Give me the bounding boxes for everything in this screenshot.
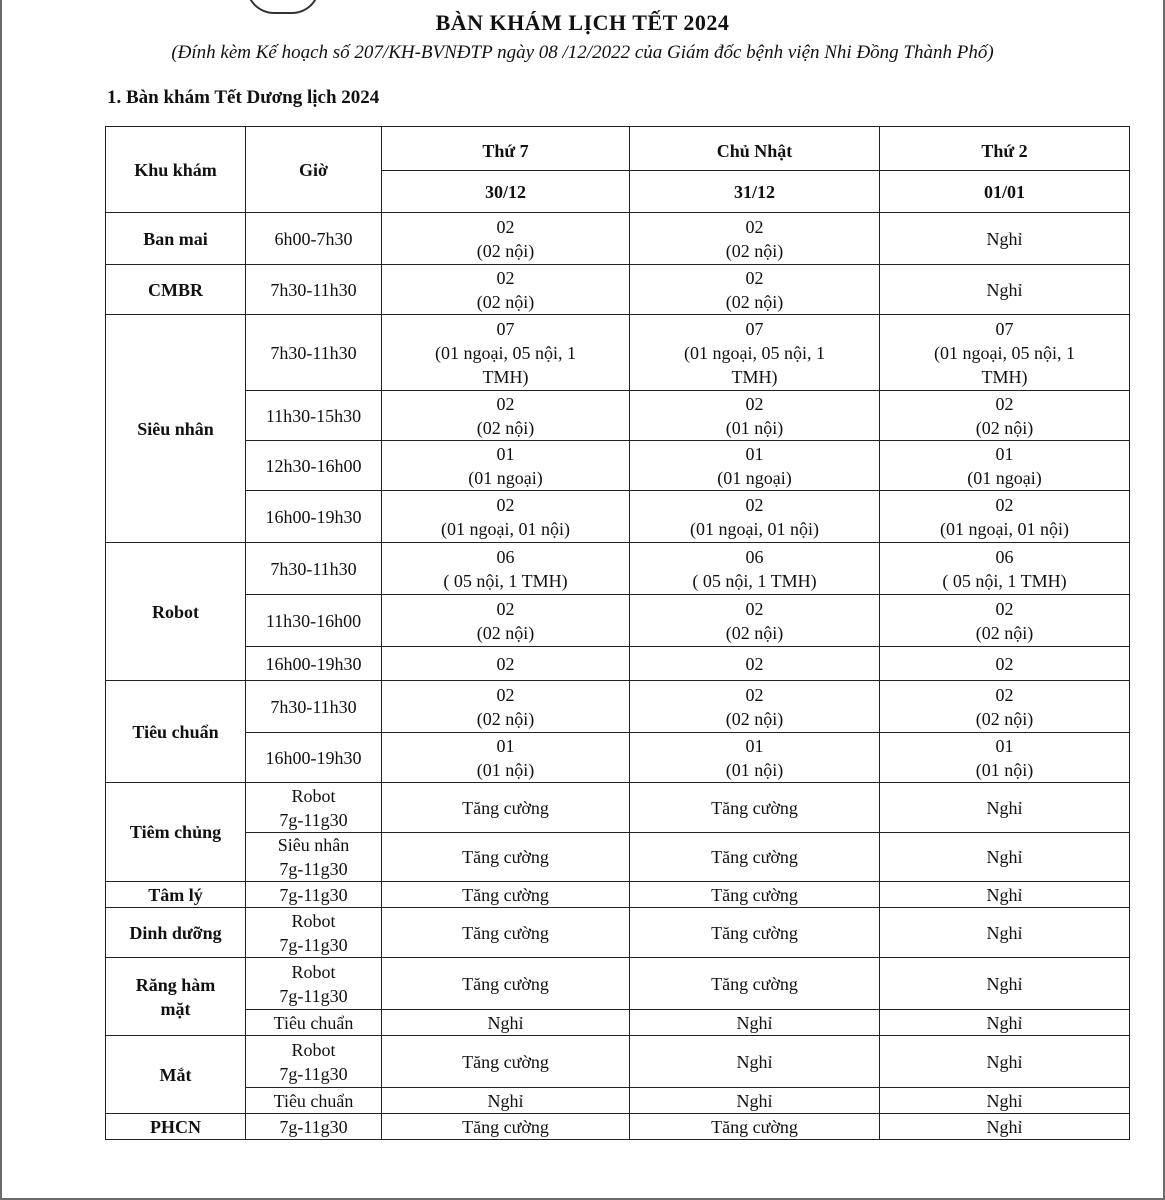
table-row [106, 783, 1130, 833]
table-row [106, 265, 1130, 315]
area-cell: Ban mai [106, 213, 246, 265]
header-day-date: 30/12 [382, 171, 630, 213]
schedule-cell: 07 (01 ngoại, 05 nội, 1 TMH) [630, 315, 880, 391]
schedule-cell: Nghỉ [880, 1010, 1130, 1036]
schedule-cell: Tăng cường [382, 783, 630, 833]
header-time: Giờ [246, 127, 382, 213]
schedule-cell: Nghỉ [880, 833, 1130, 882]
area-cell: PHCN [106, 1114, 246, 1140]
section-heading: 1. Bàn khám Tết Dương lịch 2024 [107, 87, 380, 108]
time-cell: 12h30-16h00 [246, 441, 382, 491]
schedule-cell: Nghỉ [630, 1010, 880, 1036]
table-row [106, 908, 1130, 958]
schedule-cell: 02 (02 nội) [880, 595, 1130, 647]
time-cell: 7h30-11h30 [246, 265, 382, 315]
table-row [106, 681, 1130, 733]
schedule-cell: Nghỉ [880, 265, 1130, 315]
schedule-cell: Tăng cường [630, 1114, 880, 1140]
area-cell: Tiêm chủng [106, 783, 246, 882]
time-cell: Robot 7g-11g30 [246, 908, 382, 958]
schedule-cell: Tăng cường [382, 908, 630, 958]
schedule-cell: 06 ( 05 nội, 1 TMH) [880, 543, 1130, 595]
schedule-cell: 02 (02 nội) [880, 681, 1130, 733]
schedule-cell: Nghỉ [880, 1088, 1130, 1114]
schedule-cell: Tăng cường [382, 1114, 630, 1140]
schedule-cell: 02 [382, 647, 630, 681]
header-day-name: Thứ 7 [382, 127, 630, 171]
table-row [106, 543, 1130, 595]
area-cell: CMBR [106, 265, 246, 315]
area-cell: Dinh dưỡng [106, 908, 246, 958]
schedule-cell: 01 (01 ngoại) [630, 441, 880, 491]
schedule-cell: Nghỉ [880, 1114, 1130, 1140]
schedule-cell: Nghỉ [630, 1088, 880, 1114]
schedule-cell: 07 (01 ngoại, 05 nội, 1 TMH) [880, 315, 1130, 391]
schedule-cell: Nghỉ [880, 882, 1130, 908]
schedule-cell: 02 (01 ngoại, 01 nội) [880, 491, 1130, 543]
schedule-cell: Nghỉ [630, 1036, 880, 1088]
schedule-cell: 02 (01 ngoại, 01 nội) [630, 491, 880, 543]
area-cell: Tâm lý [106, 882, 246, 908]
time-cell: Tiêu chuẩn [246, 1088, 382, 1114]
header-day-date: 01/01 [880, 171, 1130, 213]
schedule-table [105, 126, 1130, 1140]
schedule-cell: 02 [880, 647, 1130, 681]
table-row [106, 1114, 1130, 1140]
table-row [106, 491, 1130, 543]
schedule-cell: 02 (02 nội) [382, 681, 630, 733]
time-cell: 11h30-16h00 [246, 595, 382, 647]
time-cell: Robot 7g-11g30 [246, 1036, 382, 1088]
schedule-cell: 06 ( 05 nội, 1 TMH) [382, 543, 630, 595]
table-row [106, 213, 1130, 265]
time-cell: 7h30-11h30 [246, 315, 382, 391]
area-cell: Răng hàm mặt [106, 958, 246, 1036]
area-cell: Tiêu chuẩn [106, 681, 246, 783]
table-row [106, 1036, 1130, 1088]
schedule-cell: 01 (01 ngoại) [382, 441, 630, 491]
schedule-cell: 02 (02 nội) [630, 681, 880, 733]
table-row [106, 882, 1130, 908]
time-cell: 7h30-11h30 [246, 681, 382, 733]
document-subtitle: (Đính kèm Kế hoạch số 207/KH-BVNĐTP ngày 08 /12/2022 của Giám đốc bệnh viện Nhi Đồng Thành Phố) [171, 42, 994, 63]
time-cell: 7g-11g30 [246, 1114, 382, 1140]
schedule-cell: Nghỉ [880, 213, 1130, 265]
table-row [106, 833, 1130, 882]
area-cell: Siêu nhân [106, 315, 246, 543]
schedule-cell: Tăng cường [630, 833, 880, 882]
schedule-cell: 02 (02 nội) [880, 391, 1130, 441]
schedule-cell: Tăng cường [382, 882, 630, 908]
schedule-cell: Nghỉ [880, 958, 1130, 1010]
schedule-cell: Nghỉ [880, 1036, 1130, 1088]
time-cell: Robot 7g-11g30 [246, 958, 382, 1010]
schedule-cell: Tăng cường [382, 1036, 630, 1088]
time-cell: Siêu nhân 7g-11g30 [246, 833, 382, 882]
table-row [106, 315, 1130, 391]
schedule-cell: Nghỉ [382, 1010, 630, 1036]
table-row [106, 1010, 1130, 1036]
table-row [106, 647, 1130, 681]
schedule-cell: Tăng cường [630, 882, 880, 908]
schedule-cell: Nghỉ [880, 783, 1130, 833]
table-row [106, 733, 1130, 783]
schedule-cell: Tăng cường [630, 908, 880, 958]
time-cell: 7h30-11h30 [246, 543, 382, 595]
time-cell: 16h00-19h30 [246, 733, 382, 783]
time-cell: Tiêu chuẩn [246, 1010, 382, 1036]
schedule-cell: 07 (01 ngoại, 05 nội, 1 TMH) [382, 315, 630, 391]
table-row [106, 391, 1130, 441]
schedule-cell: 06 ( 05 nội, 1 TMH) [630, 543, 880, 595]
header-day-name: Chủ Nhật [630, 127, 880, 171]
time-cell: 7g-11g30 [246, 882, 382, 908]
schedule-cell: 01 (01 nội) [382, 733, 630, 783]
time-cell: 16h00-19h30 [246, 647, 382, 681]
schedule-cell: 01 (01 nội) [630, 733, 880, 783]
table-row [106, 958, 1130, 1010]
header-area: Khu khám [106, 127, 246, 213]
schedule-cell: 02 (02 nội) [630, 213, 880, 265]
header-day-date: 31/12 [630, 171, 880, 213]
time-cell: 11h30-15h30 [246, 391, 382, 441]
time-cell: 6h00-7h30 [246, 213, 382, 265]
schedule-cell: 02 (02 nội) [382, 265, 630, 315]
schedule-cell: 02 (02 nội) [382, 595, 630, 647]
schedule-cell: 02 (01 ngoại, 01 nội) [382, 491, 630, 543]
header-day-name: Thứ 2 [880, 127, 1130, 171]
document-title: BÀN KHÁM LỊCH TẾT 2024 [435, 10, 730, 35]
area-cell: Robot [106, 543, 246, 681]
table-row [106, 595, 1130, 647]
table-row [106, 1088, 1130, 1114]
schedule-cell: 02 (02 nội) [382, 213, 630, 265]
time-cell: Robot 7g-11g30 [246, 783, 382, 833]
schedule-cell: 02 [630, 647, 880, 681]
time-cell: 16h00-19h30 [246, 491, 382, 543]
schedule-cell: 01 (01 ngoại) [880, 441, 1130, 491]
schedule-cell: 02 (01 nội) [630, 391, 880, 441]
schedule-cell: Tăng cường [382, 958, 630, 1010]
table-row [106, 441, 1130, 491]
schedule-cell: 02 (02 nội) [382, 391, 630, 441]
schedule-cell: Tăng cường [630, 783, 880, 833]
schedule-cell: 02 (02 nội) [630, 595, 880, 647]
schedule-cell: 01 (01 nội) [880, 733, 1130, 783]
area-cell: Mắt [106, 1036, 246, 1114]
schedule-cell: Nghỉ [880, 908, 1130, 958]
schedule-cell: Nghỉ [382, 1088, 630, 1114]
schedule-cell: Tăng cường [630, 958, 880, 1010]
schedule-cell: Tăng cường [382, 833, 630, 882]
schedule-cell: 02 (02 nội) [630, 265, 880, 315]
